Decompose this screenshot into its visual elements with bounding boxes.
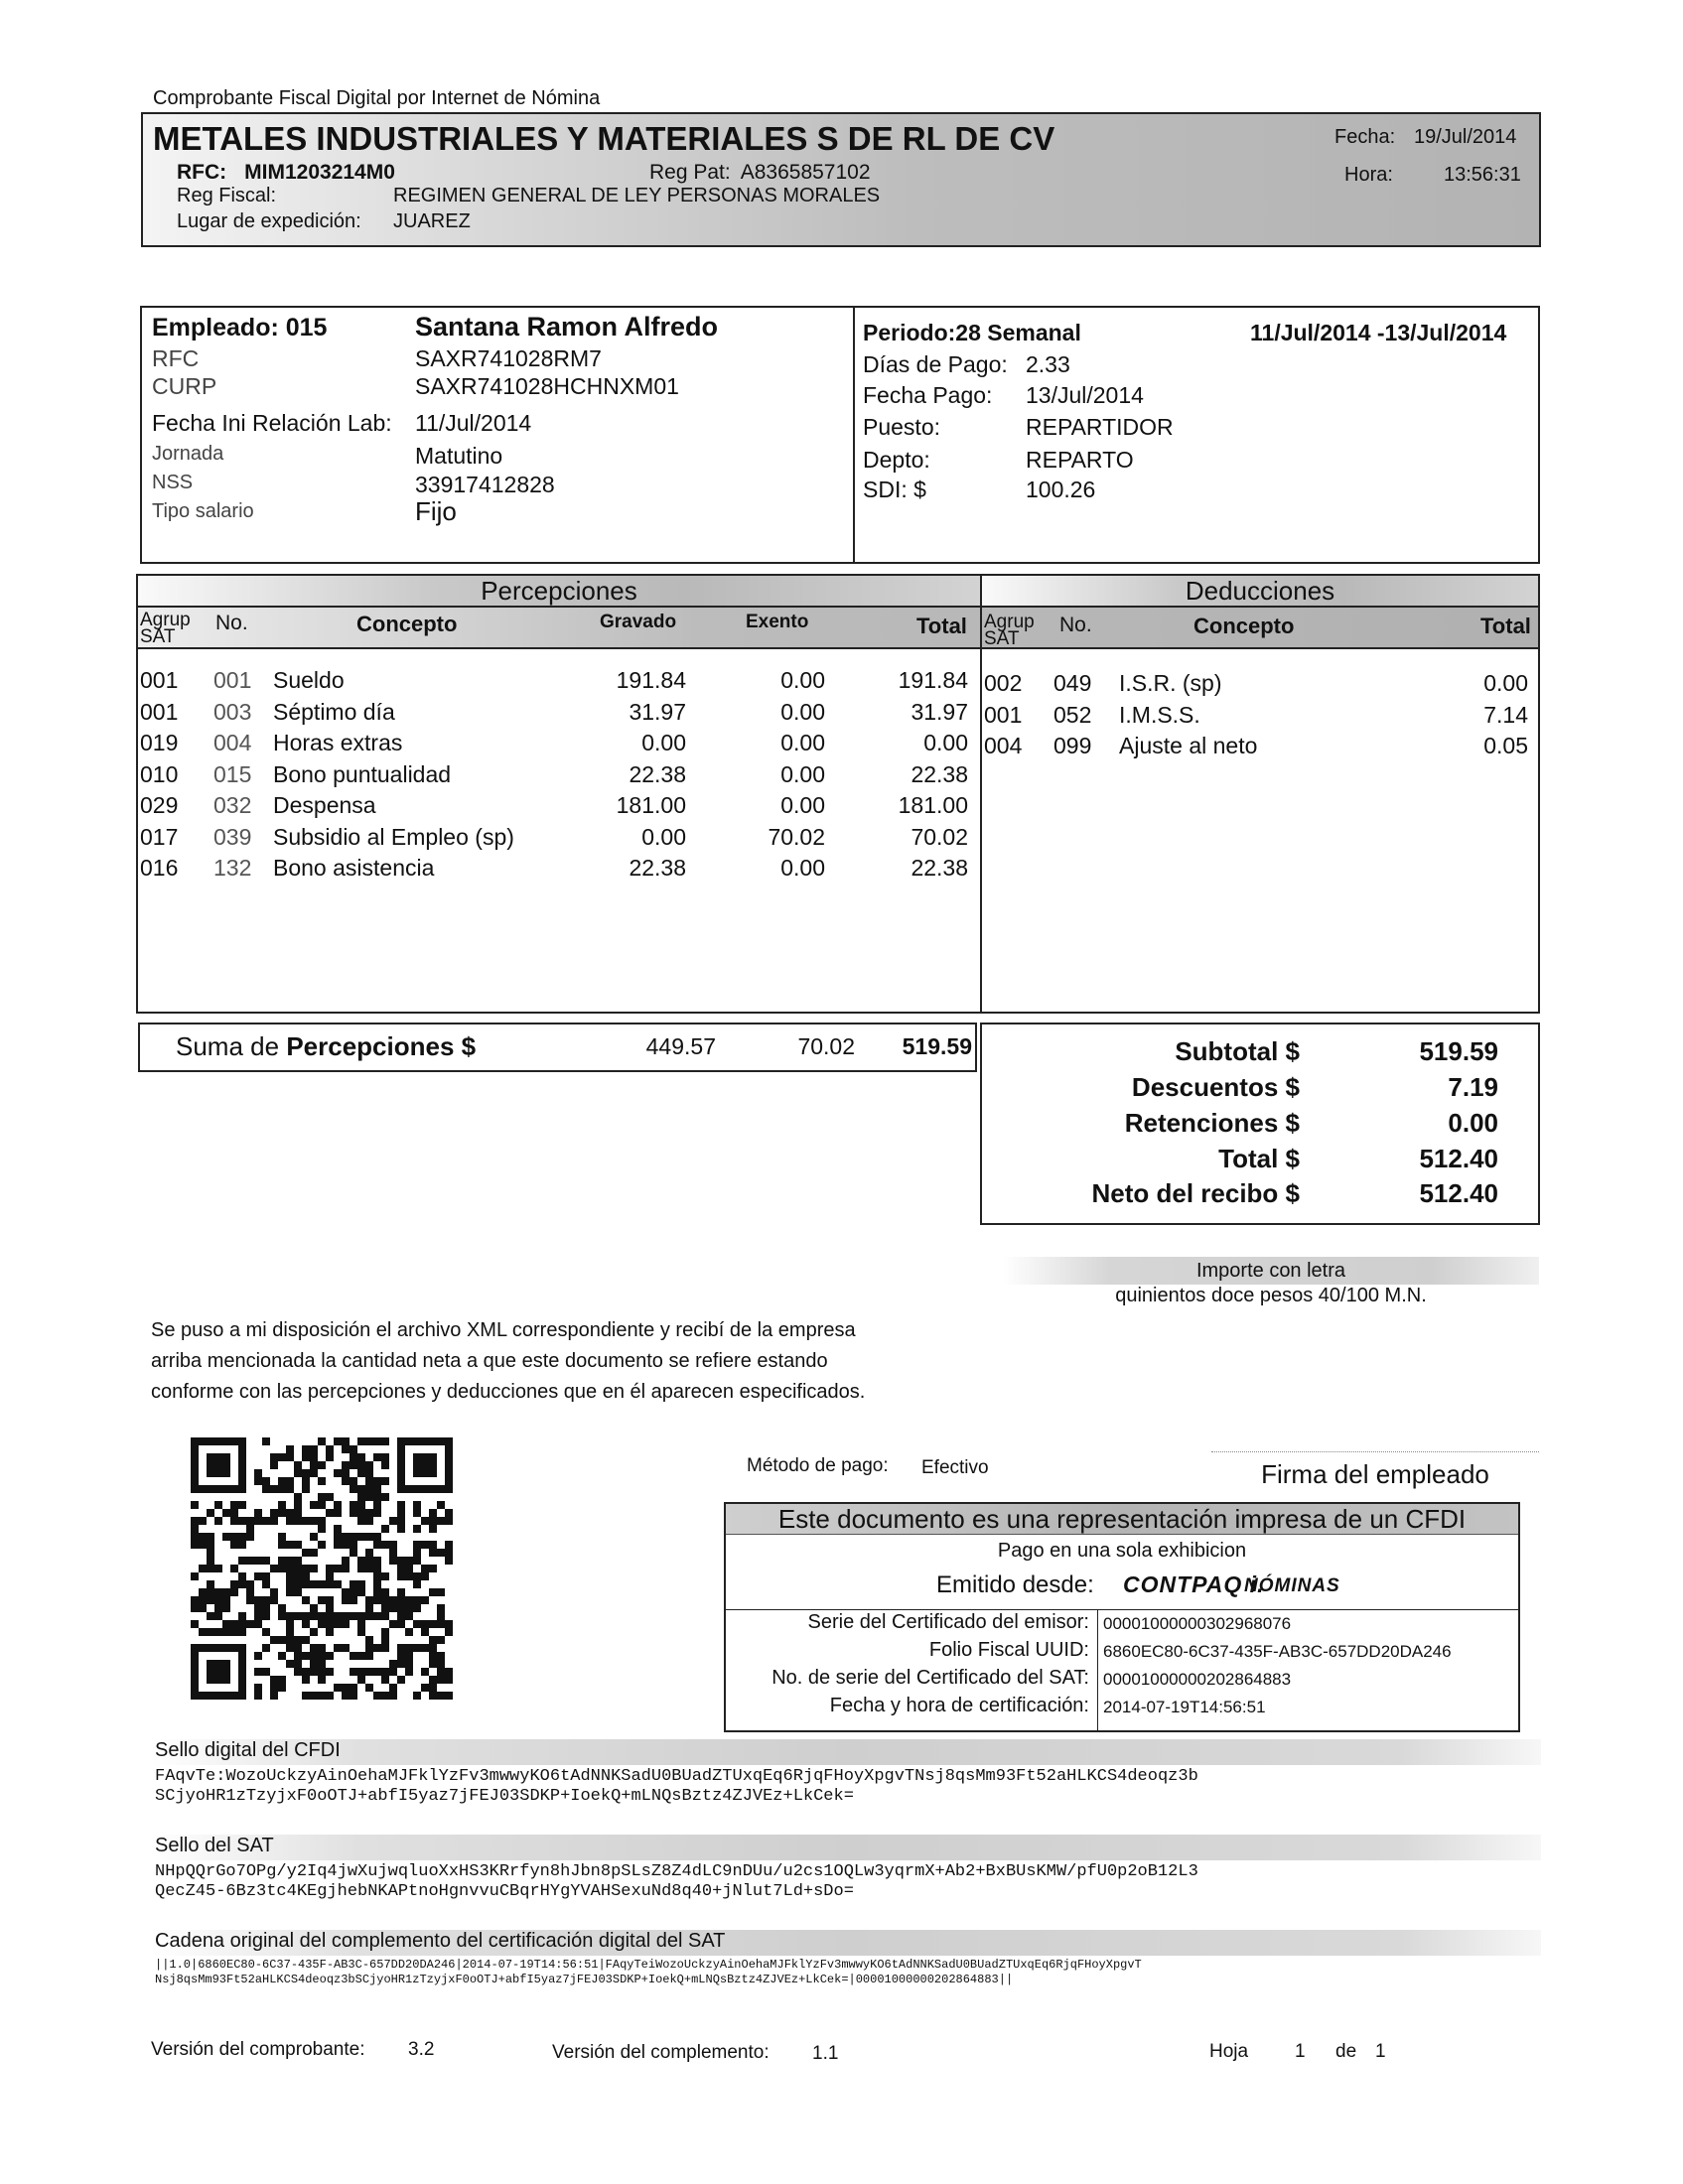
perc-total: 31.97 [911, 698, 968, 725]
perc-agrup: 016 [140, 855, 179, 881]
employee-number-value: 015 [285, 314, 328, 341]
total-label: Total $ [1218, 1144, 1300, 1173]
perc-total: 0.00 [923, 730, 968, 755]
ded-concepto: I.M.S.S. [1119, 701, 1200, 728]
perc-agrup: 001 [140, 698, 179, 725]
perc-agrup: 017 [140, 823, 179, 850]
perc-exento: 0.00 [780, 667, 825, 693]
serie-emisor-value: 00001000000302968076 [1103, 1614, 1292, 1633]
dias-pago-value: 2.33 [1026, 351, 1070, 377]
signature-line [1211, 1451, 1539, 1452]
perc-no: 001 [213, 667, 252, 693]
uuid-value: 6860EC80-6C37-435F-AB3C-657DD20DA246 [1103, 1642, 1452, 1661]
cadena-title: Cadena original del complemento del certificación digital del SAT [155, 1930, 726, 1952]
ded-no: 099 [1053, 733, 1092, 758]
employee-curp-value: SAXR741028HCHNXM01 [415, 373, 679, 399]
declaration-line: Se puso a mi disposición el archivo XML correspondiente y recibí de la empresa [151, 1319, 856, 1341]
employee-tipo-salario-value: Fijo [415, 496, 457, 526]
sello-cfdi-title: Sello digital del CFDI [155, 1739, 341, 1761]
issue-time-label: Hora: [1344, 164, 1393, 186]
employee-fecha-ini-value: 11/Jul/2014 [415, 410, 532, 436]
ded-col-agrup-label: Agrup [984, 612, 1035, 632]
subtotal-label: Subtotal $ [1175, 1036, 1300, 1066]
employee-nss-value: 33917412828 [415, 472, 555, 497]
contpaq-logo: CONTPAQ i. [1123, 1571, 1265, 1597]
serie-sat-value: 00001000000202864883 [1103, 1670, 1292, 1689]
perc-gravado: 22.38 [629, 855, 686, 881]
perc-concepto: Despensa [273, 792, 376, 818]
sello-sat-strip [151, 1835, 1541, 1860]
perc-concepto: Horas extras [273, 730, 403, 755]
ded-no: 049 [1053, 670, 1092, 696]
emitido-label: Emitido desde: [936, 1571, 1094, 1598]
perc-agrup: 001 [140, 667, 179, 693]
page-label: Hoja [1209, 2041, 1249, 2062]
perc-gravado: 0.00 [641, 823, 686, 850]
perc-agrup: 010 [140, 760, 179, 787]
employee-nss-label: NSS [152, 472, 194, 493]
document-title: Comprobante Fiscal Digital por Internet de Nómina [153, 87, 601, 109]
sdi-label: SDI: $ [863, 477, 926, 502]
version-complemento-value: 1.1 [812, 2043, 839, 2064]
employee-info [140, 306, 1540, 564]
fecha-cert-label: Fecha y hora de certificación: [829, 1695, 1089, 1716]
suma-label-prefix: Suma de [176, 1031, 280, 1061]
depto-label: Depto: [863, 447, 930, 473]
company-regpat-value: A8365857102 [740, 161, 871, 184]
issue-date-label: Fecha: [1334, 126, 1396, 148]
employee-fecha-ini-label: Fecha Ini Relación Lab: [152, 410, 392, 436]
version-comprobante-label: Versión del comprobante: [151, 2039, 365, 2060]
col-exento: Exento [746, 612, 809, 632]
employee-jornada-value: Matutino [415, 443, 503, 469]
suma-label-word: Percepciones [286, 1031, 455, 1061]
company-lugar-value: JUAREZ [393, 210, 471, 232]
perc-exento: 70.02 [768, 823, 825, 850]
ded-col-no: No. [1059, 614, 1092, 636]
page-total: 1 [1375, 2041, 1386, 2062]
perc-no: 032 [213, 792, 252, 818]
total-value: 512.40 [1419, 1144, 1498, 1173]
perc-total: 22.38 [911, 760, 968, 787]
perc-no: 039 [213, 823, 252, 850]
ded-col-agrup-sat [984, 614, 1035, 647]
declaration-text [151, 1315, 906, 1408]
perc-exento: 0.00 [780, 730, 825, 755]
cadena-line: ||1.0|6860EC80-6C37-435F-AB3C-657DD20DA246|2014-07-19T14:56:51|FAqyTeiWozoUckzyAinOehaMJFklYzFv3mwwyKO6tAdNNKSadU0BUadZTUxqEq6RjqFHoyXpgvT [155, 1958, 1142, 1972]
payroll-period-range: 11/Jul/2014 -13/Jul/2014 [1250, 320, 1507, 345]
percepciones-title: Percepciones [138, 576, 980, 608]
serie-sat-label: No. de serie del Certificado del SAT: [771, 1667, 1089, 1689]
page-of-label: de [1335, 2041, 1357, 2062]
version-complemento-label: Versión del complemento: [552, 2042, 770, 2063]
ded-agrup: 004 [984, 733, 1023, 758]
nominas-logo: NÓMINAS [1244, 1575, 1340, 1596]
issue-time-value: 13:56:31 [1444, 164, 1521, 186]
perc-concepto: Bono puntualidad [273, 760, 452, 787]
importe-label: Importe con letra [1003, 1257, 1539, 1285]
perc-gravado: 191.84 [616, 667, 686, 693]
col-sat-label: SAT [140, 626, 176, 647]
depto-value: REPARTO [1026, 447, 1134, 473]
perc-no: 004 [213, 730, 252, 755]
perc-total: 181.00 [898, 792, 968, 818]
ded-col-concepto: Concepto [1193, 614, 1295, 638]
ded-total: 0.00 [1483, 670, 1528, 696]
suma-label [176, 1031, 476, 1062]
perc-gravado: 0.00 [641, 730, 686, 755]
neto-label: Neto del recibo $ [1091, 1178, 1300, 1208]
dias-pago-label: Días de Pago: [863, 351, 1008, 377]
issue-date-value: 19/Jul/2014 [1414, 126, 1517, 148]
perc-no: 132 [213, 855, 252, 881]
col-gravado: Gravado [600, 612, 677, 632]
pago-unica: Pago en una sola exhibicion [997, 1540, 1247, 1562]
perc-concepto: Sueldo [273, 667, 345, 693]
descuentos-label: Descuentos $ [1131, 1072, 1300, 1102]
col-agrup-label: Agrup [140, 610, 191, 630]
signature-label: Firma del empleado [1261, 1459, 1489, 1489]
col-total: Total [916, 614, 967, 638]
col-no: No. [215, 612, 248, 634]
retenciones-label: Retenciones $ [1124, 1108, 1300, 1138]
fecha-pago-label: Fecha Pago: [863, 382, 993, 408]
ded-concepto: Ajuste al neto [1119, 733, 1258, 758]
ded-total: 7.14 [1483, 701, 1528, 728]
puesto-value: REPARTIDOR [1026, 414, 1174, 440]
qr-code [191, 1437, 453, 1700]
sello-sat-line: NHpQQrGo7OPg/y2Iq4jwXujwqluoXxHS3KRrfyn8hJbn8pSLsZ8Z4dLC9nDUu/u2cs1OQLw3yqrmX+Ab2+BxBUsKMW/pfU0p2oB12L3 [155, 1862, 1198, 1881]
col-agrup-sat [140, 612, 191, 645]
perc-total: 22.38 [911, 855, 968, 881]
perc-exento: 0.00 [780, 792, 825, 818]
cadena-line: Nsj8qsMm93Ft52aHLKCS4deoqz3bSCjyoHR1zTzyjxF0oOTJ+abfI5yaz7jFEJ03SDKP+IoekQ+mLNQsBztz4ZJVEz+LkCek=|00001000000202864883|| [155, 1973, 1014, 1986]
perc-exento: 0.00 [780, 760, 825, 787]
suma-total: 519.59 [902, 1033, 972, 1059]
uuid-label: Folio Fiscal UUID: [928, 1639, 1089, 1661]
cert-column-divider [1097, 1609, 1098, 1730]
company-name: METALES INDUSTRIALES Y MATERIALES S DE RL DE CV [153, 120, 1055, 157]
employee-rfc-value: SAXR741028RM7 [415, 345, 602, 371]
subtotal-value: 519.59 [1419, 1036, 1498, 1066]
suma-exento: 70.02 [797, 1033, 855, 1059]
col-concepto: Concepto [356, 612, 458, 636]
table-divider [980, 576, 982, 1012]
company-rfc [177, 161, 395, 185]
declaration-line: conforme con las percepciones y deducciones que en él aparecen especificados. [151, 1381, 866, 1403]
retenciones-value: 0.00 [1448, 1108, 1498, 1138]
company-regpat [649, 161, 871, 185]
perc-agrup: 029 [140, 792, 179, 818]
employee-number [152, 314, 327, 342]
suma-currency: $ [461, 1031, 477, 1061]
metodo-pago-label: Método de pago: [747, 1455, 889, 1476]
sello-cfdi-strip [151, 1739, 1541, 1765]
perc-concepto: Séptimo día [273, 698, 395, 725]
importe-value: quinientos doce pesos 40/100 M.N. [1115, 1285, 1427, 1306]
employee-divider [853, 308, 855, 562]
perc-agrup: 019 [140, 730, 179, 755]
suma-percepciones [138, 1023, 977, 1072]
perc-concepto: Subsidio al Empleo (sp) [273, 823, 514, 850]
perc-total: 191.84 [898, 667, 968, 693]
employee-curp-label: CURP [152, 373, 217, 399]
payroll-period: Periodo:28 Semanal [863, 320, 1081, 345]
serie-emisor-label: Serie del Certificado del emisor: [807, 1611, 1089, 1633]
sdi-value: 100.26 [1026, 477, 1096, 502]
employee-rfc-label: RFC [152, 345, 200, 371]
metodo-pago-value: Efectivo [921, 1457, 989, 1478]
sello-cfdi-line: FAqvTe:WozoUckzyAinOehaMJFklYzFv3mwwyKO6tAdNNKSadU0BUadZTUxqEq6RjqFHoyXpgvTNsj8qsMm93Ft52aHLKCS4deoqz3b [155, 1767, 1198, 1786]
employee-name: Santana Ramon Alfredo [415, 312, 719, 341]
ded-agrup: 001 [984, 701, 1023, 728]
ded-concepto: I.S.R. (sp) [1119, 670, 1222, 696]
perc-exento: 0.00 [780, 855, 825, 881]
perc-concepto: Bono asistencia [273, 855, 435, 881]
company-lugar-label: Lugar de expedición: [177, 210, 361, 232]
perc-gravado: 31.97 [629, 698, 686, 725]
cfdi-banner: Este documento es una representación impresa de un CFDI [726, 1504, 1518, 1535]
cfdi-box [724, 1502, 1520, 1732]
totals-box [980, 1023, 1540, 1225]
company-header [141, 112, 1541, 247]
sello-sat-line: QecZ45-6Bz3tc4KEgjhebNKAPtnoHgnvvuCBqrHYgYVAHSexuNd8q40+jNlut7Ld+sDo= [155, 1882, 854, 1901]
company-rfc-value: MIM1203214M0 [244, 161, 395, 184]
perc-no: 015 [213, 760, 252, 787]
employee-number-label: Empleado: [152, 314, 279, 341]
ded-col-total: Total [1480, 614, 1531, 638]
company-regfiscal-value: REGIMEN GENERAL DE LEY PERSONAS MORALES [393, 185, 881, 206]
employee-jornada-label: Jornada [152, 443, 224, 465]
ded-no: 052 [1053, 701, 1092, 728]
employee-tipo-salario-label: Tipo salario [152, 500, 254, 522]
version-comprobante-value: 3.2 [408, 2039, 435, 2060]
deducciones-title: Deducciones [982, 576, 1538, 608]
suma-gravado: 449.57 [645, 1033, 716, 1059]
payroll-table [136, 574, 1540, 1014]
company-regfiscal-label: Reg Fiscal: [177, 185, 277, 206]
perc-gravado: 22.38 [629, 760, 686, 787]
sello-cfdi-line: SCjyoHR1zTzyjxF0oOTJ+abfI5yaz7jFEJ03SDKP+IoekQ+mLNQsBztz4ZJVEz+LkCek= [155, 1787, 854, 1806]
cert-divider [726, 1609, 1518, 1610]
perc-no: 003 [213, 698, 252, 725]
company-regpat-label: Reg Pat: [649, 161, 731, 184]
fecha-cert-value: 2014-07-19T14:56:51 [1103, 1698, 1266, 1716]
table-column-headers [138, 608, 1538, 649]
ded-col-sat-label: SAT [984, 628, 1020, 649]
company-rfc-label: RFC: [177, 161, 227, 184]
descuentos-value: 7.19 [1448, 1072, 1498, 1102]
ded-agrup: 002 [984, 670, 1023, 696]
perc-exento: 0.00 [780, 698, 825, 725]
ded-total: 0.05 [1483, 733, 1528, 758]
neto-value: 512.40 [1419, 1178, 1498, 1208]
sello-sat-title: Sello del SAT [155, 1835, 274, 1856]
perc-gravado: 181.00 [616, 792, 686, 818]
page-number: 1 [1295, 2041, 1306, 2062]
perc-total: 70.02 [911, 823, 968, 850]
fecha-pago-value: 13/Jul/2014 [1026, 382, 1144, 408]
puesto-label: Puesto: [863, 414, 940, 440]
declaration-line: arriba mencionada la cantidad neta a que este documento se refiere estando [151, 1350, 828, 1372]
